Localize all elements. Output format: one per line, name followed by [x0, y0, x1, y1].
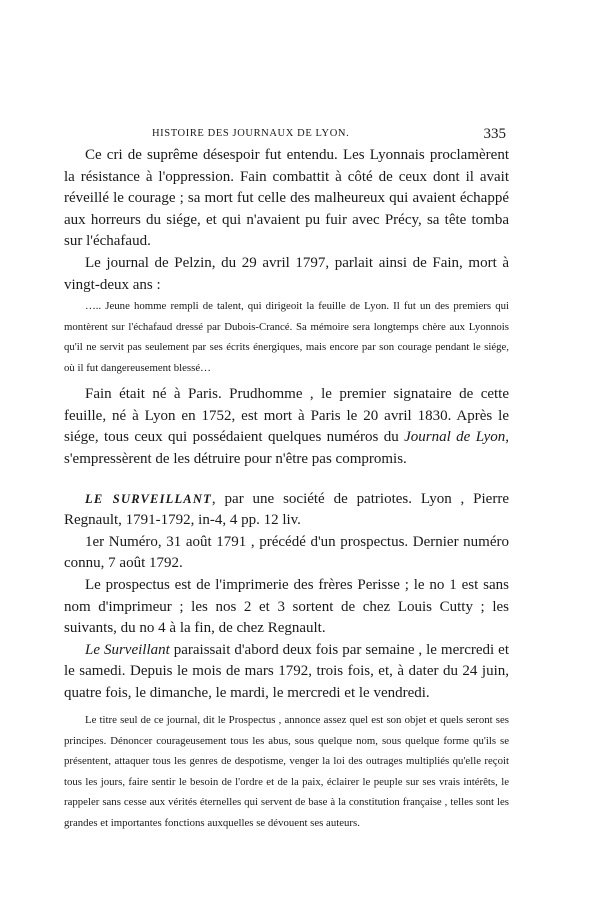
running-head: HISTOIRE DES JOURNAUX DE LYON. — [152, 128, 350, 139]
paragraph-5: 1er Numéro, 31 août 1791 , précédé d'un prospectus. Dernier numéro connu, 7 août 1792. — [64, 533, 509, 572]
paragraph-7-text: paraissait d'abord deux fois par semaine , le mercredi et le samedi. Depuis le mois de mars 1792, trois fois, et, à dater du 24 juin, quatre fois, le dimanche, le mardi, le mercredi et le vendredi. — [64, 641, 509, 701]
entry-title: LE SURVEILLANT — [85, 491, 212, 506]
paragraph-3 — [64, 384, 509, 470]
paragraph-3-text-b: , s'empressèrent de les détruire pour n'être pas compromis. — [64, 429, 510, 467]
paragraph-2: Le journal de Pelzin, du 29 avril 1797, parlait ainsi de Fain, mort à vingt-deux ans : — [64, 254, 509, 293]
page-body — [64, 145, 509, 833]
quotation-pelzin: ….. Jeune homme rempli de talent, qui dirigeoit la feuille de Lyon. Il fut un des premiers qui montèrent sur l'échafaud dressé par Dubois-Crancé. Sa mémoire sera longtemps chère aux Lyonnois qu'il ne servit pas seulement par ses écrits énergiques, mais encore par son courage pendant le siége, où il fut dangereusement blessé… — [64, 300, 509, 374]
paragraph-3-journal-title: Journal de Lyon — [404, 429, 506, 446]
paragraph-7 — [64, 640, 509, 705]
quotation-prospectus: Le titre seul de ce journal, dit le Prospectus , annonce assez quel est son objet et quels seront ses principes. Dénoncer courageusement tous les abus, sous quelque nom, sous quelque forme qu'ils se présentent, attaquer tous les genres de despotisme, venger la loi des outrages multipliés qu'elle reçoit tous les jours, faire sentir le besoin de l'ordre et de la paix, éclairer le peuple sur ses vrais intérêts, le rappeler sans cesse aux vérités éternelles qui servent de base à la constitution française , telles sont les grandes et importantes fonctions auxquelles se dévouent ses auteurs. — [64, 714, 509, 829]
entry-details: , par une société de patriotes. Lyon , Pierre Regnault, 1791-1792, in-4, 4 pp. 12 liv. — [64, 490, 509, 529]
page-number: 335 — [483, 126, 506, 142]
paragraph-3-text-a: Fain était né à Paris. Prudhomme , le premier signataire de cette feuille, né à Lyon en 1752, est mort à Paris le 20 avril 1830. Après le siége, tous ceux qui possédaient quelques numéros du — [64, 386, 509, 446]
paragraph-1: Ce cri de suprême désespoir fut entendu. Les Lyonnais proclamèrent la résistance à l'oppression. Fain combattit à côté de ceux dont il avait réveillé le courage ; sa mort fut celle des malheureux qui avaient échappé aux horreurs du siége, et qui n'avaient pu fuir avec Précy, sa tête tomba sur l'échafaud. — [64, 147, 509, 250]
entry-le-surveillant — [64, 489, 509, 532]
paragraph-7-journal-title: Le Surveillant — [85, 641, 170, 658]
paragraph-6: Le prospectus est de l'imprimerie des frères Perisse ; le no 1 est sans nom d'imprimeur ; les nos 2 et 3 sortent de chez Louis Cutty ; les suivants, du no 4 à la fin, de chez Regnault. — [64, 576, 509, 637]
